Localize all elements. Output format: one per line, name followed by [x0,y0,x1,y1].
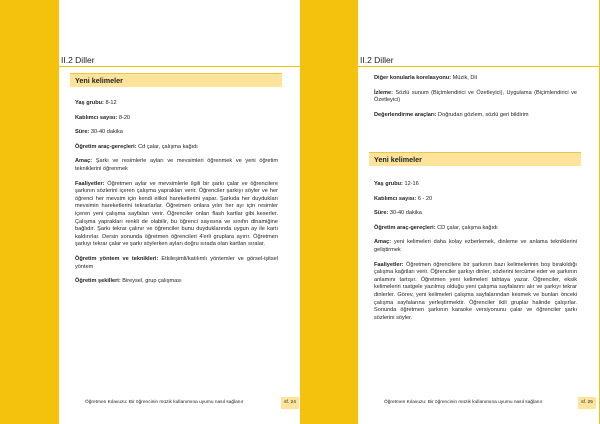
correlation: Diğer konularla korelasyonu: Müzik, Dil [374,75,477,81]
teaching-forms: Öğretim şekilleri: Bireysel, grup çalışması [75,278,182,285]
activities: Faaliyetler: Öğretmen öğrencilere bir şarkının bazı kelimelerinin boş bırakıldığı çalışma kağıtları verir. Öğrenciler şarkıyı dinler, sözlerini tercüme eder ve şarkının anlamını tartışır. Öğretmen yeni kelimeleri tahtaya yazar. Öğrenciler, eksik kelimelerin rastgele yazılmış olduğu yeni çalışma sayfalarını alır ve şarkıyı tekrar dinlerler. Görev, yeni kelimeleri çalışma sayfalarından kesmek ve bunları önceki çalışma sayfalarına yerleştirmektir. Öğrenciler ikili gruplar halinde çalışırlar. Sonunda öğretmen şarkının karaoke versiyonunu çalar ve öğrenciler şarkı sözlerini söyler. [374,261,577,321]
previous-activity-details [374,75,577,126]
box-header [70,73,282,87]
box-header [369,152,581,166]
right-page [358,0,599,424]
age-group: Yaş grubu: 12-16 [374,181,419,187]
participant-count: Katılımcı sayısı: 6 - 20 [374,195,433,202]
left-page [59,0,300,424]
page-number: sf. 24 [281,397,299,409]
duration: Süre: 30-40 dakika [374,210,422,217]
page-number: sf. 25 [578,397,596,409]
age-group: Yaş grubu: 8-12 [75,100,117,106]
objective: Amaç: yeni kelimeleri daha kolay ezberlemek, dinleme ve anlama tekniklerini geliştirmek [374,239,577,253]
assessment-tools: Değerlendirme araçları: Doğrudan gözlem, sözlü geri bildirim [374,111,529,118]
section-title: II.2 Diller [61,55,95,65]
center-gutter-stripe [300,0,358,424]
objective: Amaç: Şarkı ve resimlerle ayları ve mevsimleri öğrenmek ve yeni öğretim tekniklerini öğrenmek [75,158,278,172]
activity-details [75,100,278,293]
box-title: Yeni kelimeler [75,76,123,85]
activity-details [374,181,577,329]
left-margin-stripe [0,0,59,424]
footer-text: Öğretmen Kılavuzu: Bir öğrencinin müzik kullanımına uyumu nasıl sağlanır [85,400,244,405]
duration: Süre: 30-40 dakika [75,129,123,136]
teaching-materials: Öğretim araç-gereçleri: CD çalar, çalışma kağıdı [374,224,498,231]
footer-text: Öğretmen Kılavuzu: Bir öğrencinin müzik kullanımına uyumu nasıl sağlanır [384,400,543,405]
section-title: II.2 Diller [360,55,394,65]
monitoring: İzleme: Sözlü sunum (Biçimlendirici ve Özetleyici), Uygulama (Biçimlendirici ve Özetleyici) [374,89,577,104]
box-title: Yeni kelimeler [374,155,422,164]
teaching-materials: Öğretim araç-gereçleri: Cd çalar, çalışma kağıdı [75,143,198,150]
section-divider [358,66,599,67]
section-divider [59,66,300,67]
activities: Faaliyetler: Öğretmen aylar ve mevsimlerle ilgili bir şarkı çalar ve öğrencilere şarkının sözlerini içeren çalışma yaprakları verir. Öğrenciler şarkıyı söyler ve her öğrenci her mevsim için kendi elikol hareketlerini yapar. Şarkıda her duydukları mevsimin hareketlerini tekrarlarlar. Öğretmen onlara yılın her ayı için resimler içeren yeni çalışma sayfaları verir. Öğrenciler onları flash kartlar gibi keserler. Çalışma yaprakları renkli de olabilir, bu öğrenci sayısına ve sınıfın dinamiğine bağlıdır. Şarkı tekrar çalınır ve öğrenciler bunu duyduklarında uygun ay ile kartı kaldırırlar. Dersin sonunda öğretmen öğrencileri 4'erli gruplara ayırır. Öğretmen şarkıyı tekrar çalar ve şarkı söylerken ayları doğru sırada olan kartları sıralar. [75,180,278,248]
participant-count: Katılımcı sayısı: 8-20 [75,114,131,121]
teaching-methods: Öğretim yöntem ve teknikleri: Etkileşimli/katılımlı yöntemler ve görsel-işitsel yöntem [75,255,278,270]
